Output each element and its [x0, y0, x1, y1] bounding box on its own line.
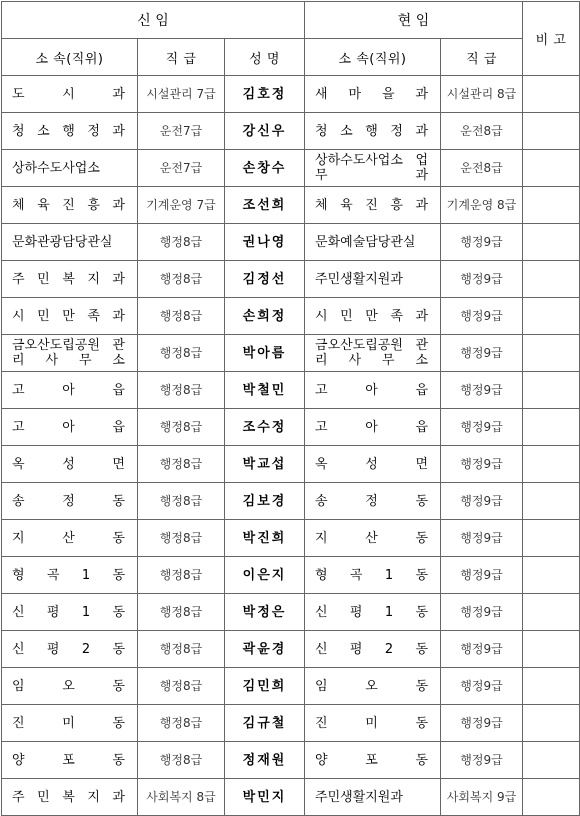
note-cell: [523, 668, 580, 705]
name-cell: 조선희: [225, 187, 305, 224]
new-dept-cell: 고 아 읍: [2, 372, 138, 409]
new-dept-cell: 주 민 복 지 과: [2, 779, 138, 816]
table-row: [2, 261, 580, 298]
name-cell: 박아름: [225, 335, 305, 372]
new-grade-cell: 행정8급: [138, 483, 225, 520]
new-grade-cell: 행정8급: [138, 261, 225, 298]
name-cell: 박교섭: [225, 446, 305, 483]
current-grade-cell: 행정9급: [441, 557, 523, 594]
new-grade-cell: 행정8급: [138, 224, 225, 261]
new-grade-cell: 사회복지 8급: [138, 779, 225, 816]
table-row: [2, 742, 580, 779]
table-row: [2, 446, 580, 483]
note-cell: [523, 631, 580, 668]
col-current-grade: 직 급: [441, 39, 523, 76]
current-grade-cell: 사회복지 9급: [441, 779, 523, 816]
name-cell: 손희정: [225, 298, 305, 335]
name-cell: 박민지: [225, 779, 305, 816]
name-cell: 김보경: [225, 483, 305, 520]
new-grade-cell: 운전7급: [138, 150, 225, 187]
name-cell: 곽윤경: [225, 631, 305, 668]
current-dept-cell: 청 소 행 정 과: [305, 113, 441, 150]
current-dept-cell: 체 육 진 흥 과: [305, 187, 441, 224]
table-row: [2, 631, 580, 668]
current-grade-cell: 운전8급: [441, 113, 523, 150]
name-cell: 김민희: [225, 668, 305, 705]
current-dept-cell: 주민생활지원과: [305, 261, 441, 298]
new-dept-cell: 옥 성 면: [2, 446, 138, 483]
new-grade-cell: 행정8급: [138, 372, 225, 409]
current-dept-cell: 고 아 읍: [305, 409, 441, 446]
current-grade-cell: 행정9급: [441, 224, 523, 261]
note-cell: [523, 779, 580, 816]
current-grade-cell: 행정9급: [441, 335, 523, 372]
new-dept-cell: 임 오 동: [2, 668, 138, 705]
current-grade-cell: 행정9급: [441, 446, 523, 483]
new-dept-cell: 형 곡 1 동: [2, 557, 138, 594]
name-cell: 이은지: [225, 557, 305, 594]
current-grade-cell: 행정9급: [441, 742, 523, 779]
note-cell: [523, 187, 580, 224]
current-grade-cell: 행정9급: [441, 705, 523, 742]
current-dept-cell: 신 평 2 동: [305, 631, 441, 668]
current-dept-cell: 새 마 을 과: [305, 76, 441, 113]
new-grade-cell: 행정8급: [138, 298, 225, 335]
name-cell: 박철민: [225, 372, 305, 409]
name-cell: 김정선: [225, 261, 305, 298]
col-new-grade: 직 급: [138, 39, 225, 76]
table-row: [2, 224, 580, 261]
new-grade-cell: 행정8급: [138, 409, 225, 446]
table-row: [2, 335, 580, 372]
new-dept-cell: 시 민 만 족 과: [2, 298, 138, 335]
new-dept-cell: 청 소 행 정 과: [2, 113, 138, 150]
table-row: [2, 150, 580, 187]
personnel-table: [1, 1, 580, 816]
name-cell: 박정은: [225, 594, 305, 631]
table-row: [2, 520, 580, 557]
table-row: [2, 668, 580, 705]
table-body: [2, 76, 580, 816]
name-cell: 박진희: [225, 520, 305, 557]
table-row: [2, 187, 580, 224]
note-cell: [523, 742, 580, 779]
new-grade-cell: 기계운영 7급: [138, 187, 225, 224]
new-dept-cell: 상하수도사업소: [2, 150, 138, 187]
current-position-header: 현 임: [305, 2, 523, 39]
new-grade-cell: 행정8급: [138, 594, 225, 631]
table-row: [2, 372, 580, 409]
name-cell: 조수정: [225, 409, 305, 446]
current-dept-cell: 시 민 만 족 과: [305, 298, 441, 335]
table-row: [2, 705, 580, 742]
new-grade-cell: 행정8급: [138, 446, 225, 483]
current-dept-cell: 신 평 1 동: [305, 594, 441, 631]
new-grade-cell: 행정8급: [138, 520, 225, 557]
note-cell: [523, 335, 580, 372]
new-grade-cell: 행정8급: [138, 742, 225, 779]
new-dept-cell: 신 평 2 동: [2, 631, 138, 668]
current-dept-cell: 고 아 읍: [305, 372, 441, 409]
note-cell: [523, 113, 580, 150]
table-row: [2, 76, 580, 113]
new-appointment-header: 신 임: [2, 2, 305, 39]
current-dept-cell: 문화예술담당관실: [305, 224, 441, 261]
col-name: 성 명: [225, 39, 305, 76]
table-row: [2, 409, 580, 446]
name-cell: 손창수: [225, 150, 305, 187]
note-cell: [523, 483, 580, 520]
current-grade-cell: 행정9급: [441, 261, 523, 298]
note-cell: [523, 261, 580, 298]
current-dept-cell: 양 포 동: [305, 742, 441, 779]
current-dept-cell: 임 오 동: [305, 668, 441, 705]
name-cell: 김규철: [225, 705, 305, 742]
col-current-dept: 소 속(직위): [305, 39, 441, 76]
current-dept-cell: 송 정 동: [305, 483, 441, 520]
current-dept-cell: 형 곡 1 동: [305, 557, 441, 594]
new-grade-cell: 시설관리 7급: [138, 76, 225, 113]
current-dept-cell: 상하수도사업소 업 무 과: [305, 150, 441, 187]
name-cell: 강신우: [225, 113, 305, 150]
col-new-dept: 소 속(직위): [2, 39, 138, 76]
table-row: [2, 298, 580, 335]
name-cell: 김호정: [225, 76, 305, 113]
current-grade-cell: 행정9급: [441, 483, 523, 520]
current-grade-cell: 기계운영 8급: [441, 187, 523, 224]
note-cell: [523, 224, 580, 261]
new-dept-cell: 지 산 동: [2, 520, 138, 557]
new-grade-cell: 행정8급: [138, 335, 225, 372]
new-grade-cell: 행정8급: [138, 631, 225, 668]
new-dept-cell: 금오산도립공원 관 리 사 무 소: [2, 335, 138, 372]
current-dept-cell: 주민생활지원과: [305, 779, 441, 816]
new-dept-cell: 문화관광담당관실: [2, 224, 138, 261]
table-row: [2, 557, 580, 594]
note-cell: [523, 705, 580, 742]
new-dept-cell: 양 포 동: [2, 742, 138, 779]
new-dept-cell: 체 육 진 흥 과: [2, 187, 138, 224]
new-dept-cell: 도 시 과: [2, 76, 138, 113]
new-dept-cell: 주 민 복 지 과: [2, 261, 138, 298]
new-grade-cell: 행정8급: [138, 705, 225, 742]
table-row: [2, 594, 580, 631]
new-grade-cell: 행정8급: [138, 557, 225, 594]
new-grade-cell: 운전7급: [138, 113, 225, 150]
note-cell: [523, 372, 580, 409]
new-dept-cell: 진 미 동: [2, 705, 138, 742]
note-cell: [523, 150, 580, 187]
new-dept-cell: 송 정 동: [2, 483, 138, 520]
current-grade-cell: 시설관리 8급: [441, 76, 523, 113]
note-cell: [523, 446, 580, 483]
name-cell: 권나영: [225, 224, 305, 261]
current-dept-cell: 진 미 동: [305, 705, 441, 742]
current-grade-cell: 행정9급: [441, 594, 523, 631]
current-grade-cell: 행정9급: [441, 520, 523, 557]
current-grade-cell: 행정9급: [441, 298, 523, 335]
note-cell: [523, 298, 580, 335]
current-dept-cell: 지 산 동: [305, 520, 441, 557]
note-header: 비 고: [523, 2, 580, 76]
current-grade-cell: 행정9급: [441, 631, 523, 668]
current-grade-cell: 행정9급: [441, 372, 523, 409]
current-grade-cell: 행정9급: [441, 668, 523, 705]
current-grade-cell: 행정9급: [441, 409, 523, 446]
table-row: [2, 113, 580, 150]
note-cell: [523, 557, 580, 594]
new-dept-cell: 신 평 1 동: [2, 594, 138, 631]
note-cell: [523, 409, 580, 446]
table-row: [2, 779, 580, 816]
current-dept-cell: 옥 성 면: [305, 446, 441, 483]
new-dept-cell: 고 아 읍: [2, 409, 138, 446]
current-dept-cell: 금오산도립공원 관 리 사 무 소: [305, 335, 441, 372]
note-cell: [523, 76, 580, 113]
current-grade-cell: 운전8급: [441, 150, 523, 187]
note-cell: [523, 520, 580, 557]
new-grade-cell: 행정8급: [138, 668, 225, 705]
name-cell: 정재원: [225, 742, 305, 779]
note-cell: [523, 594, 580, 631]
table-row: [2, 483, 580, 520]
